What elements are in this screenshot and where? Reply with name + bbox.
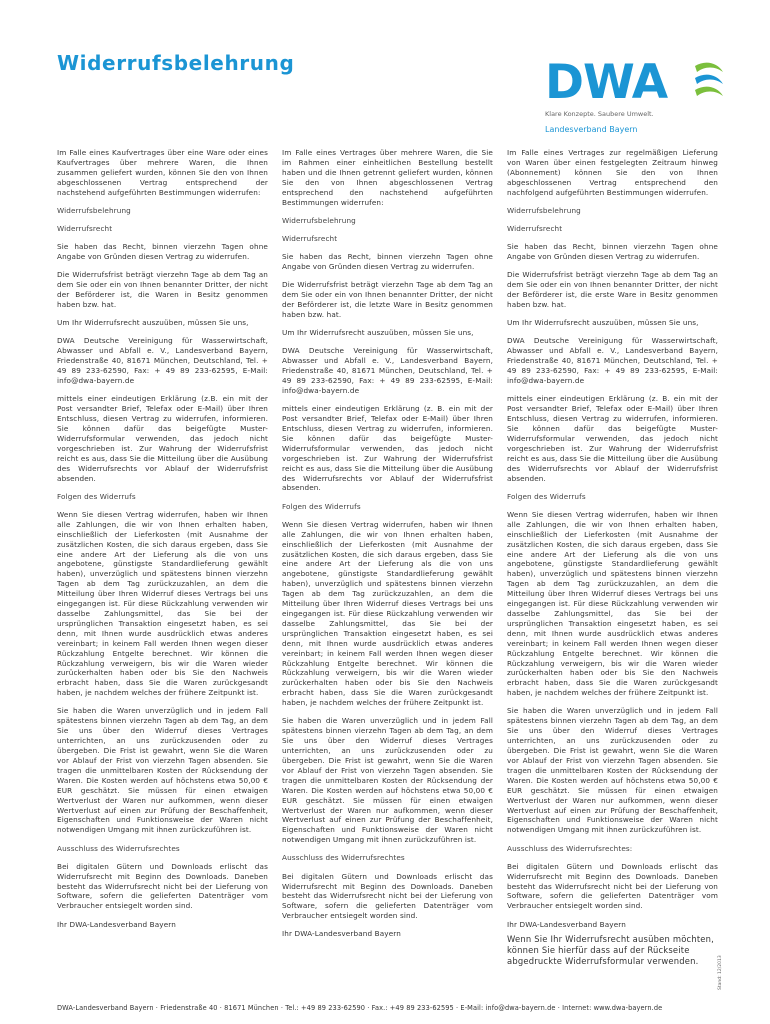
column-1-paragraph: Wenn Sie diesen Vertrag widerrufen, haben wir Ihnen alle Zahlungen, die wir von Ihnen erhalten haben, einschließlich der Lieferkosten (mit Ausnahme der zusätzlichen Kosten, die sich daraus ergeben, dass Sie eine andere Art der Lieferung als die von uns angebotene, günstigste Standardlieferung gewählt haben), unverzüglich und spätestens binnen vierzehn Tagen ab dem Tag zurückzuzahlen, an dem die Mitteilung über Ihren Widerruf dieses Vertrags bei uns eingegangen ist. Für diese Rückzahlung verwenden wir dasselbe Zahlungsmittel, das Sie bei der ursprünglichen Transaktion eingesetzt haben, es sei denn, mit Ihnen wurde ausdrücklich etwas anderes vereinbart; in keinem Fall werden Ihnen wegen dieser Rückzahlung Entgelte berechnet. Wir können die Rückzahlung verweigern, bis wir die Waren wieder zurückerhalten haben oder bis Sie den Nachweis erbracht haben, dass Sie die Waren zurückgesandt haben, je nachdem welches der frühere Zeitpunkt ist.	[57, 509, 268, 698]
column-2-paragraph: Wenn Sie diesen Vertrag widerrufen, haben wir Ihnen alle Zahlungen, die wir von Ihnen erhalten haben, einschließlich der Lieferkosten (mit Ausnahme der zusätzlichen Kosten, die sich daraus ergeben, dass Sie eine andere Art der Lieferung als die von uns angebotene, günstigste Standardlieferung gewählt haben), unverzüglich und spätestens binnen vierzehn Tagen ab dem Tag zurückzuzahlen, an dem die Mitteilung über Ihren Widerruf dieses Vertrags bei uns eingegangen ist. Für diese Rückzahlung verwenden wir dasselbe Zahlungsmittel, das Sie bei der ursprünglichen Transaktion eingesetzt haben, es sei denn, mit Ihnen wurde ausdrücklich etwas anderes vereinbart; in keinem Fall werden Ihnen wegen dieser Rückzahlung Entgelte berechnet. Wir können die Rückzahlung verweigern, bis wir die Waren wieder zurückerhalten haben oder bis Sie den Nachweis erbracht haben, dass Sie die Waren zurückgesandt haben, je nachdem welches der frühere Zeitpunkt ist.	[282, 519, 493, 708]
column-2-paragraph: Ausschluss des Widerrufsrechtes	[282, 853, 405, 863]
column-1-paragraph: Im Falle eines Kaufvertrages über eine Ware oder eines Kaufvertrages über mehrere Waren, die Ihnen zusammen geliefert wurden, können Sie den von Ihnen abgeschlossenen Vertrag entsprechend der nachstehend aufgeführten Bestimmungen widerrufen:	[57, 148, 268, 197]
column-2-paragraph: Widerrufsrecht	[282, 233, 338, 243]
column-1-paragraph: Widerrufsrecht	[57, 224, 113, 234]
version-stamp: Stand: 12/2013	[718, 955, 723, 990]
column-3-paragraph: Ausschluss des Widerrufsrechtes:	[507, 843, 633, 853]
column-purchase-single	[57, 148, 268, 938]
logo-wave-icon	[545, 55, 725, 110]
column-3-paragraph: Sie haben das Recht, binnen vierzehn Tagen ohne Angabe von Gründen diesen Vertrag zu widerrufen.	[507, 242, 718, 262]
column-1-paragraph: Widerrufsbelehrung	[57, 205, 131, 215]
column-1-paragraph: Ausschluss des Widerrufsrechtes	[57, 843, 180, 853]
column-2-paragraph: Die Widerrufsfrist beträgt vierzehn Tage ab dem Tag an dem Sie oder ein von Ihnen benannter Dritter, der nicht der Beförderer ist, die letzte Ware in Besitz genommen haben bzw. hat.	[282, 280, 493, 319]
column-3-paragraph: Um Ihr Widerrufsrecht auszuüben, müssen Sie uns,	[507, 318, 699, 328]
column-1-paragraph: Bei digitalen Gütern und Downloads erlischt das Widerrufsrecht mit Beginn des Downloads. Daneben besteht das Widerrufsrecht nicht bei der Lieferung von Software, sofern die gelieferten Datenträger vom Verbraucher entsiegelt worden sind.	[57, 861, 268, 911]
column-subscription	[507, 148, 718, 938]
column-3-paragraph: mittels einer eindeutigen Erklärung (z. B. ein mit der Post versandter Brief, Telefax oder E-Mail) über Ihren Entschluss, diesen Vertrag zu widerrufen, informieren. Sie können dafür das beigefügte Muster-Widerrufsformular verwenden, das jedoch nicht vorgeschrieben ist. Zur Wahrung der Widerrufsfrist reicht es aus, dass Sie die Mitteilung über die Ausübung des Widerrufsrechts vor Ablauf der Widerrufsfrist absenden.	[507, 394, 718, 483]
column-3-paragraph: Im Falle eines Vertrages zur regelmäßigen Lieferung von Waren über einen festgelegten Zeitraum hinweg (Abonnement) können Sie den von Ihnen abgeschlossenen Vertrag entsprechend den nachfolgend aufgeführten Bestimmungen widerrufen.	[507, 148, 718, 197]
column-3-paragraph: Die Widerrufsfrist beträgt vierzehn Tage ab dem Tag an dem Sie oder ein von Ihnen benannter Dritter, der nicht der Beförderer ist, die erste Ware in Besitz genommen haben bzw. hat.	[507, 270, 718, 310]
logo-wordmark: DWA	[545, 55, 668, 110]
column-purchase-separate	[282, 148, 493, 948]
column-3-paragraph: Bei digitalen Gütern und Downloads erlischt das Widerrufsrecht mit Beginn des Downloads. Daneben besteht das Widerrufsrecht nicht bei der Lieferung von Software, sofern die gelieferten Datenträger vom Verbraucher entsiegelt worden sind.	[507, 861, 718, 911]
column-3-paragraph: DWA Deutsche Vereinigung für Wasserwirtschaft, Abwasser und Abfall e. V., Landesverband Bayern, Friedenstraße 40, 81671 München, Deutschland, Tel. + 49 89 233-62590, Fax: + 49 89 233-62595, E-Mail: info@dwa-bayern.de	[507, 336, 718, 386]
column-1-paragraph: Ihr DWA-Landesverband Bayern	[57, 919, 176, 929]
column-3-paragraph: Ihr DWA-Landesverband Bayern	[507, 919, 626, 929]
column-1-paragraph: Sie haben das Recht, binnen vierzehn Tagen ohne Angabe von Gründen diesen Vertrag zu widerrufen.	[57, 242, 268, 262]
column-2-paragraph: mittels einer eindeutigen Erklärung (z. B. ein mit der Post versandter Brief, Telefax oder E-Mail) über Ihren Entschluss, diesen Vertrag zu widerrufen, informieren. Sie können dafür das beigefügte Muster-Widerrufsformular verwenden, das jedoch nicht vorgeschrieben ist. Zur Wahrung der Widerrufsfrist reicht es aus, dass Sie die Mitteilung über die Ausübung des Widerrufsrechts vor Ablauf der Widerrufsfrist absenden.	[282, 404, 493, 493]
column-3-paragraph: Wenn Sie diesen Vertrag widerrufen, haben wir Ihnen alle Zahlungen, die wir von Ihnen erhalten haben, einschließlich der Lieferkosten (mit Ausnahme der zusätzlichen Kosten, die sich daraus ergeben, dass Sie eine andere Art der Lieferung als die von uns angebotene, günstigste Standardlieferung gewählt haben), unverzüglich und spätestens binnen vierzehn Tagen ab dem Tag zurückzuzahlen, an dem die Mitteilung über Ihren Widerruf dieses Vertrags bei uns eingegangen ist. Für diese Rückzahlung verwenden wir dasselbe Zahlungsmittel, das Sie bei der ursprünglichen Transaktion eingesetzt haben, es sei denn, mit Ihnen wurde ausdrücklich etwas anderes vereinbart; in keinem Fall werden Ihnen wegen dieser Rückzahlung Entgelte berechnet. Wir können die Rückzahlung verweigern, bis wir die Waren wieder zurückerhalten haben oder bis Sie den Nachweis erbracht haben, dass Sie die Waren zurückgesandt haben, je nachdem welches der frühere Zeitpunkt ist.	[507, 509, 718, 698]
column-3-paragraph: Widerrufsrecht	[507, 224, 563, 234]
column-1-paragraph: DWA Deutsche Vereinigung für Wasserwirtschaft, Abwasser und Abfall e. V., Landesverband Bayern, Friedenstraße 40, 81671 München, Deutschland, Tel. + 49 89 233-62590, Fax: + 49 89 233-62595, E-Mail: info@dwa-bayern.de	[57, 336, 268, 386]
column-1-paragraph: Die Widerrufsfrist beträgt vierzehn Tage ab dem Tag an dem Sie oder ein von Ihnen benannter Dritter, der nicht der Beförderer ist, die Waren in Besitz genommen haben bzw. hat.	[57, 270, 268, 310]
column-1-paragraph: Um Ihr Widerrufsrecht auszuüben, müssen Sie uns,	[57, 318, 249, 328]
withdrawal-form-note: Wenn Sie Ihr Widerrufsrecht ausüben möchten, können Sie hierfür dass auf der Rückseite abgedruckte Widerrufsformular verwenden.	[507, 934, 715, 966]
column-3-paragraph: Sie haben die Waren unverzüglich und in jedem Fall spätestens binnen vierzehn Tagen ab dem Tag, an dem Sie uns über den Widerruf dieses Vertrages unterrichten, an uns zurückzusenden oder zu übergeben. Die Frist ist gewahrt, wenn Sie die Waren vor Ablauf der Frist von vierzehn Tagen absenden. Sie tragen die unmittelbaren Kosten der Rücksendung der Waren. Die Kosten werden auf höchstens etwa 50,00 € EUR geschätzt. Sie müssen für einen etwaigen Wertverlust der Waren nur aufkommen, wenn dieser Wertverlust auf einen zur Prüfung der Beschaffenheit, Eigenschaften und Funktionsweise der Waren nicht notwendigen Umgang mit ihnen zurückzuführen ist.	[507, 706, 718, 835]
column-2-paragraph: Bei digitalen Gütern und Downloads erlischt das Widerrufsrecht mit Beginn des Downloads. Daneben besteht das Widerrufsrecht nicht bei der Lieferung von Software, sofern die gelieferten Datenträger vom Verbraucher entsiegelt worden sind.	[282, 871, 493, 921]
footer-contact: DWA-Landesverband Bayern · Friedenstraße 40 · 81671 München · Tel.: +49 89 233-62590 · Fax.: +49 89 233-62595 · E-Mail: info@dwa-bayern.de · Internet: www.dwa-bayern.de	[57, 1004, 663, 1012]
logo-region: Landesverband Bayern	[545, 125, 638, 134]
column-2-paragraph: Sie haben das Recht, binnen vierzehn Tagen ohne Angabe von Gründen diesen Vertrag zu widerrufen.	[282, 252, 493, 272]
column-1-paragraph: mittels einer eindeutigen Erklärung (z.B. ein mit der Post versandter Brief, Telefax oder E-Mail) über Ihren Entschluss, diesen Vertrag zu widerrufen, informieren. Sie können dafür das beigefügte Muster-Widerrufsformular verwenden, das jedoch nicht vorgeschrieben ist. Zur Wahrung der Widerrufsfrist reicht es aus, dass Sie die Mitteilung über die Ausübung des Widerrufsrechts vor Ablauf der Widerrufsfrist absenden.	[57, 394, 268, 483]
column-2-paragraph: Widerrufsbelehrung	[282, 215, 356, 225]
column-2-paragraph: DWA Deutsche Vereinigung für Wasserwirtschaft, Abwasser und Abfall e. V., Landesverband Bayern, Friedenstraße 40, 81671 München, Deutschland, Tel. + 49 89 233-62590, Fax: + 49 89 233-62595, E-Mail: info@dwa-bayern.de	[282, 346, 493, 395]
column-2-paragraph: Im Falle eines Vertrages über mehrere Waren, die Sie im Rahmen einer einheitlichen Bestellung bestellt haben und die Ihnen getrennt geliefert wurden, können Sie den von Ihnen abgeschlossenen Vertrag entsprechend den nachstehend aufgeführten Bestimmungen widerrufen:	[282, 148, 493, 207]
column-3-paragraph: Folgen des Widerrufs	[507, 491, 586, 501]
column-2-paragraph: Ihr DWA-Landesverband Bayern	[282, 929, 401, 939]
column-1-paragraph: Sie haben die Waren unverzüglich und in jedem Fall spätestens binnen vierzehn Tagen ab dem Tag, an dem Sie uns über den Widerruf dieses Vertrages unterrichten, an uns zurückzusenden oder zu übergeben. Die Frist ist gewahrt, wenn Sie die Waren vor Ablauf der Frist von vierzehn Tagen absenden. Sie tragen die unmittelbaren Kosten der Rücksendung der Waren. Die Kosten werden auf höchstens etwa 50,00 € EUR geschätzt. Sie müssen für einen etwaigen Wertverlust der Waren nur aufkommen, wenn dieser Wertverlust auf einen zur Prüfung der Beschaffenheit, Eigenschaften und Funktionsweise der Waren nicht notwendigen Umgang mit ihnen zurückzuführen ist.	[57, 706, 268, 835]
page-title: Widerrufsbelehrung	[57, 51, 295, 75]
column-2-paragraph: Sie haben die Waren unverzüglich und in jedem Fall spätestens binnen vierzehn Tagen ab dem Tag, an dem Sie uns über den Widerruf dieses Vertrages unterrichten, an uns zurückzusenden oder zu übergeben. Die Frist ist gewahrt, wenn Sie die Waren vor Ablauf der Frist von vierzehn Tagen absenden. Sie tragen die unmittelbaren Kosten der Rücksendung der Waren. Die Kosten werden auf höchstens etwa 50,00 € EUR geschätzt. Sie müssen für einen etwaigen Wertverlust der Waren nur aufkommen, wenn dieser Wertverlust auf einen zur Prüfung der Beschaffenheit, Eigenschaften und Funktionsweise der Waren nicht notwendigen Umgang mit ihnen zurückzuführen ist.	[282, 716, 493, 845]
column-1-paragraph: Folgen des Widerrufs	[57, 491, 136, 501]
dwa-logo	[545, 55, 725, 140]
column-2-paragraph: Folgen des Widerrufs	[282, 501, 361, 511]
column-2-paragraph: Um Ihr Widerrufsrecht auszuüben, müssen Sie uns,	[282, 328, 474, 338]
logo-slogan: Klare Konzepte. Saubere Umwelt.	[545, 110, 654, 118]
column-3-paragraph: Widerrufsbelehrung	[507, 205, 581, 215]
